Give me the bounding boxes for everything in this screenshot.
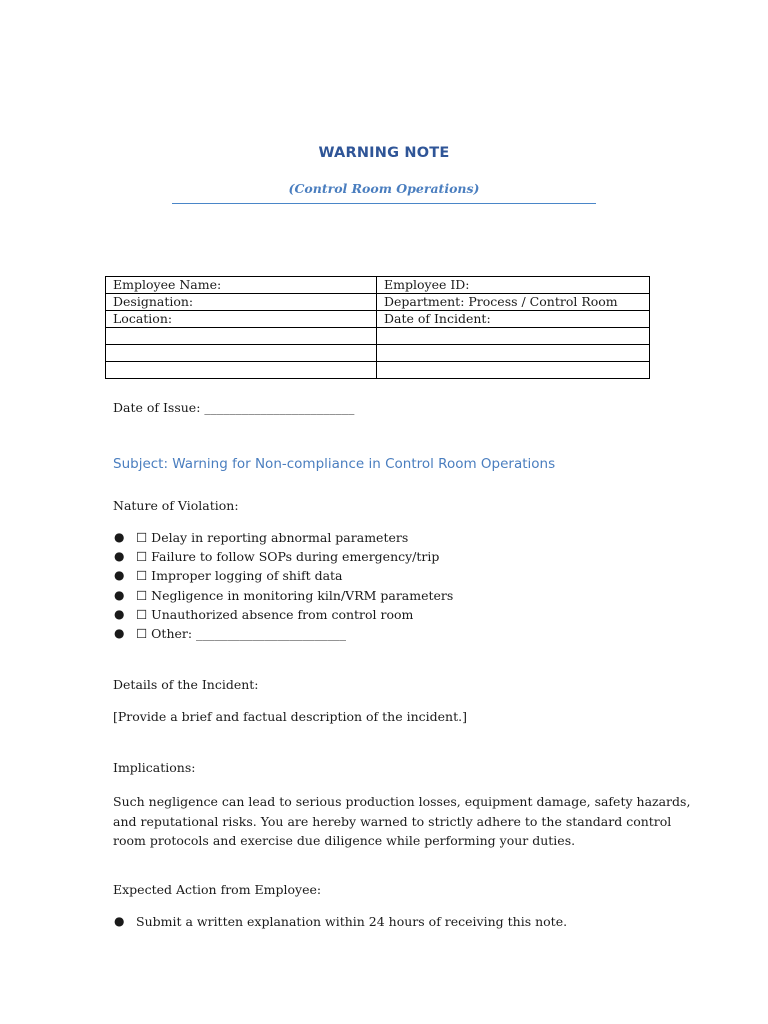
- table-cell: Designation:: [106, 294, 377, 311]
- employee-info-table: [105, 276, 650, 379]
- violation-item-label: ☐ Other: ________________________: [136, 625, 347, 641]
- bullet-icon: ●: [114, 530, 125, 544]
- table-cell: [377, 362, 650, 379]
- table-row: [106, 345, 650, 362]
- list-item: [113, 586, 453, 605]
- violation-item-label: ☐ Delay in reporting abnormal parameters: [136, 530, 409, 545]
- table-row: [106, 311, 650, 328]
- table-cell: Date of Incident:: [377, 311, 650, 328]
- paragraph-line: and reputational risks. You are hereby warned to strictly adhere to the standard control: [113, 813, 672, 829]
- list-item: [113, 566, 453, 585]
- implications-heading: Implications:: [113, 760, 196, 775]
- details-heading: Details of the Incident:: [113, 677, 259, 692]
- table-cell: Department: Process / Control Room: [377, 294, 650, 311]
- table-row: [106, 362, 650, 379]
- table-cell: [106, 328, 377, 345]
- expected-action-list: [113, 912, 567, 931]
- violation-item-label: ☐ Improper logging of shift data: [136, 568, 343, 584]
- document-title: WARNING NOTE: [318, 145, 450, 161]
- date-of-issue: Date of Issue: ________________________: [113, 400, 355, 415]
- list-item: [113, 624, 453, 643]
- bullet-icon: ●: [114, 606, 125, 621]
- table-row: [106, 328, 650, 345]
- expected-action-item: Submit a written explanation within 24 hours of receiving this note.: [136, 914, 568, 929]
- details-placeholder: [Provide a brief and factual description of the incident.]: [113, 709, 467, 724]
- bullet-icon: ●: [114, 587, 125, 602]
- bullet-icon: ●: [114, 549, 125, 564]
- violation-heading: Nature of Violation:: [113, 498, 239, 513]
- implications-paragraph: [113, 792, 691, 851]
- list-item: [113, 605, 453, 624]
- table-cell: Employee ID:: [377, 277, 650, 294]
- bullet-icon: ●: [114, 914, 125, 928]
- document-subtitle: (Control Room Operations): [288, 181, 480, 196]
- table-row: [106, 294, 650, 311]
- violation-list: [113, 528, 453, 643]
- subject-heading: Subject: Warning for Non-compliance in Control Room Operations: [113, 456, 556, 472]
- table-cell: [106, 345, 377, 362]
- list-item: [113, 912, 567, 931]
- violation-item-label: ☐ Negligence in monitoring kiln/VRM parameters: [136, 587, 454, 603]
- list-item: [113, 547, 453, 566]
- expected-action-heading: Expected Action from Employee:: [113, 882, 322, 897]
- table-cell: [106, 362, 377, 379]
- table-cell: Location:: [106, 311, 377, 328]
- violation-item-label: ☐ Failure to follow SOPs during emergency/trip: [136, 549, 440, 565]
- table-cell: Employee Name:: [106, 277, 377, 294]
- table-cell: [377, 345, 650, 362]
- paragraph-line: room protocols and exercise due diligence while performing your duties.: [113, 833, 576, 848]
- bullet-icon: ●: [114, 568, 125, 583]
- title-underline: [172, 203, 596, 204]
- bullet-icon: ●: [114, 625, 125, 640]
- list-item: [113, 528, 453, 547]
- table-row: [106, 277, 650, 294]
- paragraph-line: Such negligence can lead to serious production losses, equipment damage, safety hazards,: [113, 794, 691, 809]
- violation-item-label: ☐ Unauthorized absence from control room: [136, 606, 414, 622]
- table-cell: [377, 328, 650, 345]
